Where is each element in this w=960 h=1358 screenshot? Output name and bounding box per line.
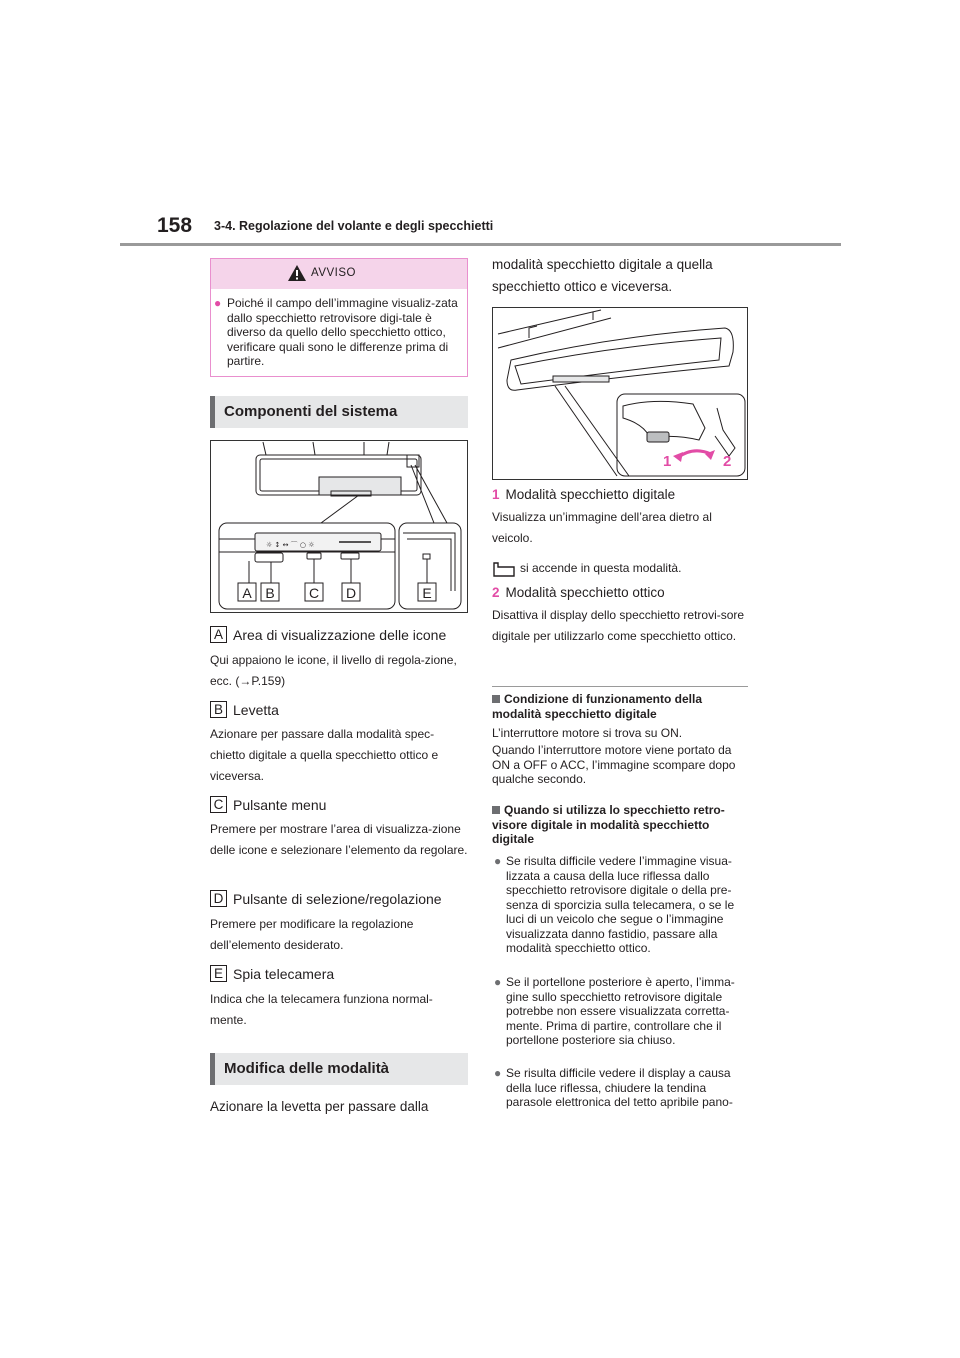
item-c-title: Pulsante menu — [233, 796, 327, 813]
warning-icon — [287, 264, 307, 282]
item-e — [210, 965, 334, 982]
item-d — [210, 890, 442, 907]
mode-2-desc: Disattiva il display dello specchietto retrovi-sore digitale per utilizzarlo come specchietto ottico. — [492, 608, 745, 643]
mode-1-extra-row — [492, 557, 748, 579]
camera-indicator-icon — [492, 560, 516, 578]
note-2-bullet-1: ● Se risulta difficile vedere l’immagine visua-lizzata a causa della luce riflessa dallo specchietto retrovisore digitale o della pre-senza di sporcizia sulla telecamera, o se le luci di un veicolo che segue o l’immagine visualizzata danno fastidio, passare alla modalità specchietto ottico. — [494, 854, 735, 955]
mode-1-desc: Visualizza un’immagine dell’area dietro al veicolo. — [492, 510, 712, 545]
warning-header — [211, 259, 467, 289]
figure-label-1: 1 — [663, 453, 672, 470]
mode-2-number: 2 — [492, 585, 500, 600]
section-header-modes: Modifica delle modalità — [210, 1053, 468, 1085]
note-1-line-1: L’interruttore motore si trova su ON. — [492, 726, 683, 740]
item-e-desc: Indica che la telecamera funziona normal-mente. — [210, 992, 433, 1027]
svg-text:☼ ↕ ↔ ⌒ ○ ☼: ☼ ↕ ↔ ⌒ ○ ☼ — [266, 541, 315, 549]
warning-text: ● Poiché il campo dell’immagine visualiz-zata dallo specchietto retrovisore digi-tale è diverso da quello dello specchietto ottico, verificare quali sono le differenze prima di partire. — [214, 296, 458, 368]
section-header-components: Componenti del sistema — [210, 396, 468, 428]
figure-label-b: B — [265, 585, 275, 601]
note-2-bullet-2: ● Se il portellone posteriore è aperto, l’imma-gine sullo specchietto retrovisore digitale potrebbe non essere visualizzata corretta-mente. Prima di partire, controllare che il portellone posteriore sia chiuso. — [494, 975, 735, 1047]
item-b — [210, 701, 279, 718]
page-number: 158 — [157, 214, 193, 237]
warning-box — [210, 258, 468, 377]
warning-title: AVVISO — [311, 267, 356, 279]
mirror-components-figure — [210, 440, 468, 613]
mode-1-heading — [492, 484, 752, 506]
label-b-box: B — [210, 701, 227, 718]
item-c — [210, 796, 326, 813]
item-b-title: Levetta — [233, 701, 279, 718]
item-e-title: Spia telecamera — [233, 965, 335, 982]
section2-intro-cont: modalità specchietto digitale a quella specchietto ottico e viceversa. — [492, 257, 713, 294]
item-b-desc: Azionare per passare dalla modalità spec-chietto digitale a quella specchietto ottico e viceversa. — [210, 727, 439, 783]
square-bullet-icon — [492, 806, 500, 814]
bullet-icon: ● — [494, 1066, 502, 1080]
bullet-icon: ● — [494, 854, 502, 868]
label-e-box: E — [210, 965, 227, 982]
note-2-heading: Quando si utilizza lo specchietto retro-visore digitale in modalità specchietto digitale — [492, 803, 725, 846]
note-1-line-2: Quando l’interruttore motore viene portato da ON a OFF o ACC, l’immagine scompare dopo qualche secondo. — [492, 743, 736, 786]
figure-label-2: 2 — [723, 453, 732, 470]
mirror-mode-figure — [492, 307, 748, 480]
label-d-box: D — [210, 890, 227, 907]
note-2-bullet-3: ● Se risulta difficile vedere il display a causa della luce riflessa, chiudere la tendina parasole elettronica del tetto apribile pano- — [494, 1066, 733, 1109]
item-d-title: Pulsante di selezione/regolazione — [233, 890, 442, 907]
item-a-desc: Qui appaiono le icone, il livello di regola-zione, ecc. (→P.159) — [210, 653, 457, 688]
item-a-title: Area di visualizzazione delle icone — [233, 626, 447, 643]
chapter-title: 3-4. Regolazione del volante e degli specchietti — [214, 219, 494, 233]
mode-2-title: Modalità specchietto ottico — [505, 585, 665, 600]
label-a-box: A — [210, 626, 227, 643]
bullet-icon: ● — [494, 975, 502, 989]
section2-intro: Azionare la levetta per passare dalla — [210, 1099, 429, 1114]
notes-divider — [492, 686, 748, 687]
item-d-desc: Premere per modificare la regolazione dell’elemento desiderato. — [210, 917, 414, 952]
mode-1-extra: si accende in questa modalità. — [520, 561, 682, 575]
figure-label-c: C — [308, 585, 320, 601]
label-c-box: C — [210, 796, 227, 813]
header-divider — [120, 243, 841, 246]
figure-label-e: E — [422, 585, 432, 601]
square-bullet-icon — [492, 695, 500, 703]
item-c-desc: Premere per mostrare l’area di visualizza-zione delle icone e selezionare l’elemento da regolare. — [210, 822, 468, 857]
bullet-icon: ● — [214, 296, 222, 310]
mode-1-number: 1 — [492, 487, 500, 502]
item-a — [210, 626, 446, 643]
mode-1-title: Modalità specchietto digitale — [505, 487, 676, 502]
figure-label-d: D — [345, 585, 357, 601]
figure-label-a: A — [242, 585, 252, 601]
mode-2-heading — [492, 582, 752, 604]
note-1-heading: Condizione di funzionamento della modalità specchietto digitale — [492, 692, 702, 721]
